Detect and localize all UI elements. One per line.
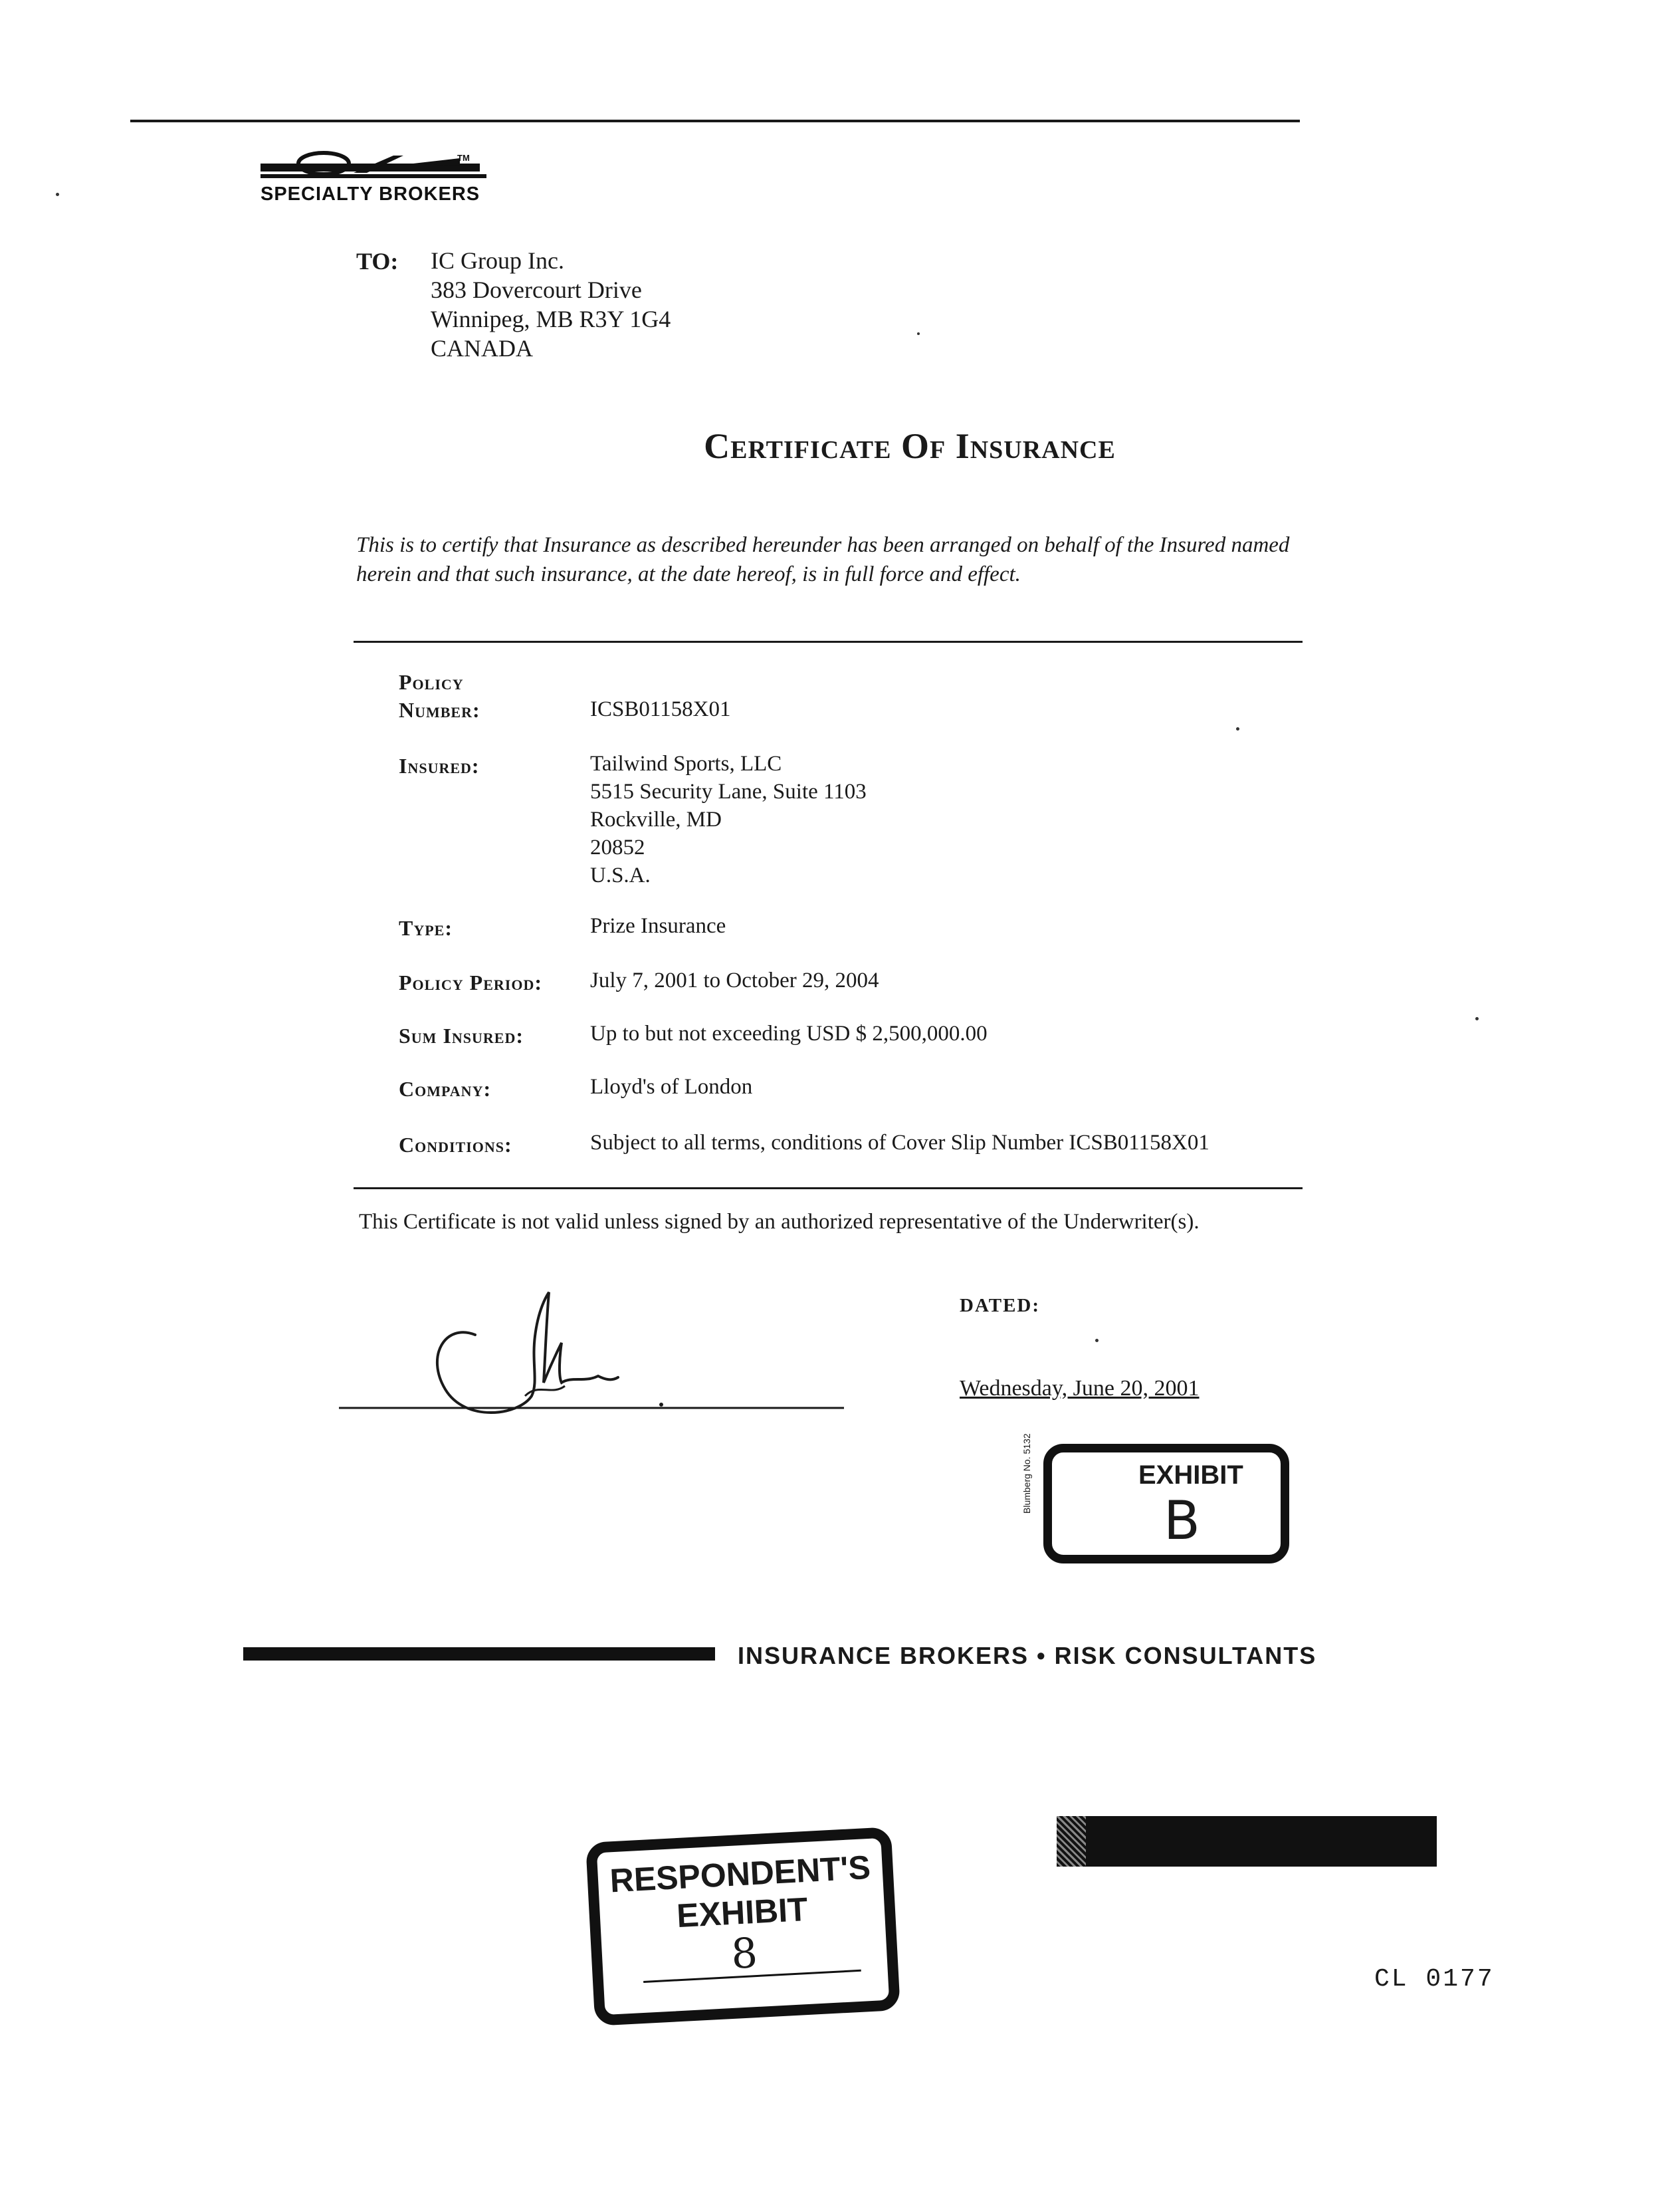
- document-title: [0, 425, 1680, 467]
- conditions-value: Subject to all terms, conditions of Cover Slip Number ICSB01158X01: [590, 1131, 1209, 1155]
- dated-value: Wednesday, June 20, 2001: [960, 1376, 1200, 1401]
- company-value: Lloyd's of London: [590, 1075, 753, 1099]
- insured-line: Rockville, MD: [590, 808, 722, 832]
- sum-insured-label: Sum Insured:: [399, 1024, 524, 1048]
- addressee-line: CANADA: [431, 335, 534, 362]
- section-divider-top: [354, 641, 1303, 643]
- insured-line: 5515 Security Lane, Suite 1103: [590, 780, 867, 804]
- conditions-label: Conditions:: [399, 1133, 512, 1157]
- logo-text: SPECIALTY BROKERS: [261, 183, 480, 205]
- policy-number-value: ICSB01158X01: [590, 697, 731, 721]
- signature-dot: [659, 1403, 663, 1407]
- scan-speck: [1095, 1339, 1099, 1342]
- exhibit-stamp-letter: B: [1164, 1490, 1200, 1552]
- addressee-line: IC Group Inc.: [431, 247, 564, 274]
- company-logo: [261, 150, 486, 210]
- scan-speck: [1236, 727, 1239, 731]
- insured-line: Tailwind Sports, LLC: [590, 752, 782, 776]
- insured-line: U.S.A.: [590, 864, 651, 887]
- exhibit-stamp: [1021, 1433, 1289, 1563]
- logo-mark-icon: [261, 150, 486, 183]
- exhibit-stamp-side-text: Blumberg No. 5132: [1021, 1433, 1032, 1514]
- redaction-block: [1057, 1816, 1437, 1867]
- insured-line: 20852: [590, 836, 645, 860]
- addressee-line: 383 Dovercourt Drive: [431, 277, 642, 303]
- insured-label: Insured:: [399, 754, 480, 778]
- scan-speck: [917, 332, 920, 335]
- page-code: CL 0177: [1374, 1965, 1495, 1994]
- sum-insured-value: Up to but not exceeding USD $ 2,500,000.00: [590, 1022, 988, 1046]
- policy-period-label: Policy Period:: [399, 971, 542, 994]
- respondent-stamp-line2: EXHIBIT: [675, 1890, 809, 1935]
- scan-speck: [56, 193, 59, 196]
- section-divider-bottom: [354, 1187, 1303, 1189]
- respondent-stamp-line1: RESPONDENT'S: [609, 1848, 872, 1900]
- respondent-stamp-number: 8: [730, 1928, 759, 1978]
- type-value: Prize Insurance: [590, 914, 726, 938]
- top-rule: [130, 120, 1300, 122]
- validity-note: This Certificate is not valid unless signed by an authorized representative of the Underwriter(s).: [359, 1210, 1200, 1234]
- company-label: Company:: [399, 1077, 492, 1101]
- addressee-line: Winnipeg, MB R3Y 1G4: [431, 306, 671, 332]
- dated-label: DATED:: [960, 1295, 1041, 1316]
- trademark-mark: TM: [457, 153, 470, 163]
- to-label: TO:: [356, 248, 399, 275]
- footer-tagline: INSURANCE BROKERS • RISK CONSULTANTS: [738, 1642, 1317, 1669]
- type-label: Type:: [399, 916, 453, 940]
- scan-speck: [1475, 1017, 1479, 1020]
- document-title-text: Certificate Of Insurance: [704, 426, 1116, 466]
- redaction-edge: [1057, 1816, 1086, 1867]
- signature: [332, 1283, 864, 1429]
- policy-number-label-line1: Policy: [399, 670, 464, 694]
- respondent-exhibit-stamp: [585, 1827, 900, 2026]
- exhibit-stamp-title: EXHIBIT: [1138, 1460, 1243, 1490]
- certification-statement: This is to certify that Insurance as described hereunder has been arranged on behalf of the Insured named herein and that such insurance, at the date hereof, is in full force and effect.: [356, 533, 1290, 586]
- footer-bar: [243, 1647, 715, 1661]
- policy-period-value: July 7, 2001 to October 29, 2004: [590, 969, 879, 992]
- policy-number-label-line2: Number:: [399, 698, 480, 722]
